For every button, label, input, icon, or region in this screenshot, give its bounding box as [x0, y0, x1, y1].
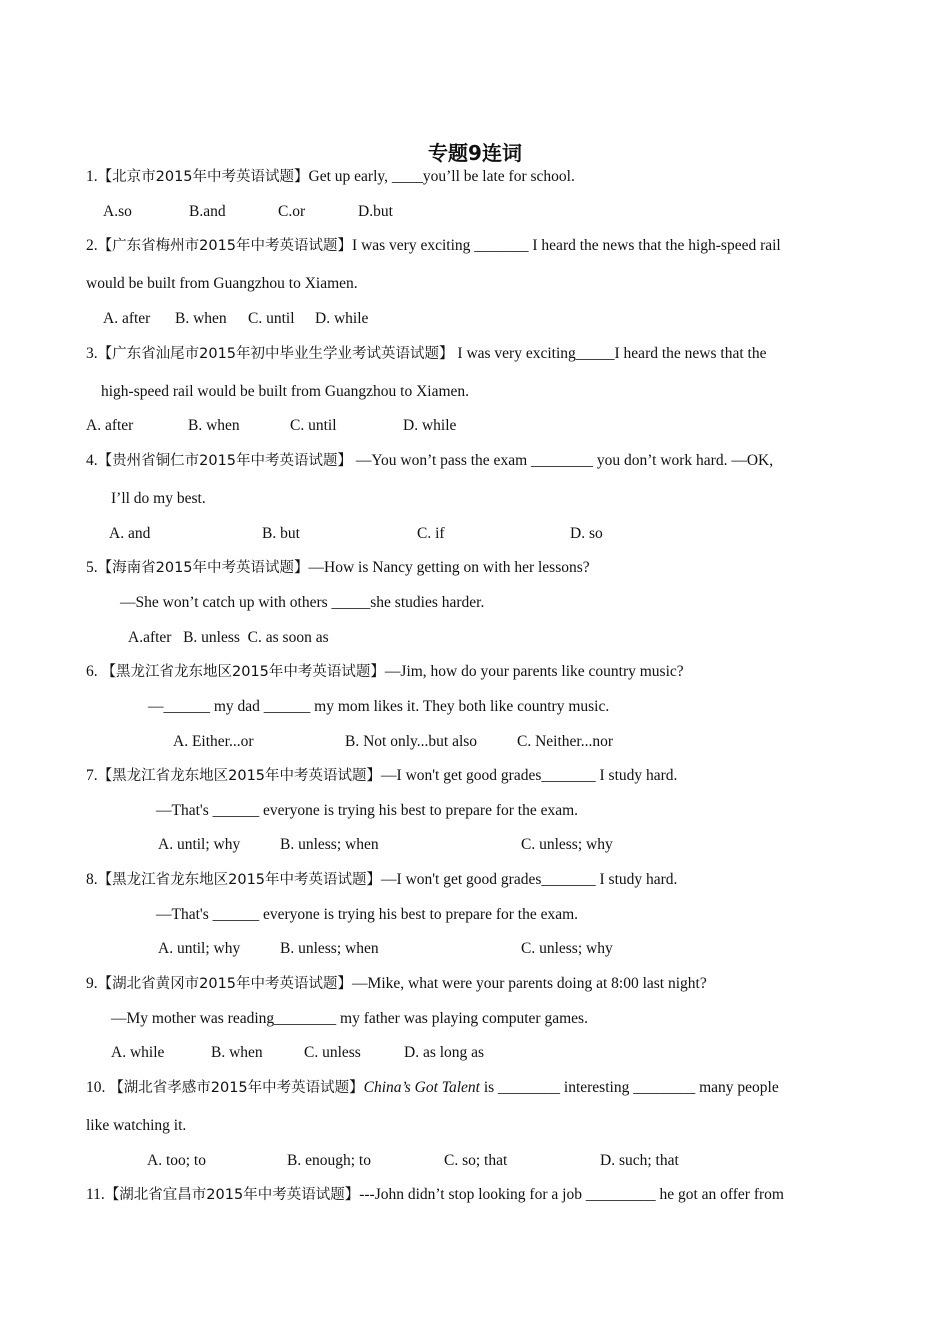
- option-b: B. unless; when: [280, 836, 379, 853]
- question-number: 2.: [86, 237, 98, 254]
- option-c: C. if: [417, 525, 445, 542]
- question-9: [86, 974, 707, 994]
- option-a: A. and: [109, 525, 151, 542]
- question-text: —I won't get good grades_______ I study hard.: [381, 767, 678, 784]
- question-10-continued: like watching it.: [86, 1117, 187, 1134]
- option-a: A. after: [86, 417, 134, 434]
- question-8-continued: —That's ______ everyone is trying his best to prepare for the exam.: [156, 906, 579, 923]
- question-7-continued: —That's ______ everyone is trying his best to prepare for the exam.: [156, 802, 579, 819]
- question-3: [86, 344, 766, 364]
- question-5: [86, 558, 590, 578]
- question-text: —Jim, how do your parents like country music?: [384, 663, 684, 680]
- question-source: 【黑龙江省龙东地区2015年中考英语试题】: [97, 768, 382, 784]
- question-10: [86, 1078, 779, 1098]
- question-text: —You won’t pass the exam ________ you don’t work hard. —OK,: [352, 452, 774, 469]
- question-number: 11.: [86, 1186, 105, 1203]
- question-7: [86, 766, 677, 786]
- option-a: A. Either...or: [173, 733, 254, 750]
- question-5-continued: —She won’t catch up with others _____she studies harder.: [120, 594, 485, 611]
- question-11: [86, 1185, 784, 1205]
- question-2-continued: would be built from Guangzhou to Xiamen.: [86, 275, 358, 292]
- options-line: A.after B. unless C. as soon as: [128, 629, 329, 646]
- option-c: C. until: [290, 417, 337, 434]
- question-1: [86, 167, 575, 187]
- question-text: I was very exciting _______ I heard the news that the high-speed rail: [352, 237, 781, 254]
- option-d: D. while: [315, 310, 369, 327]
- question-6-continued: —______ my dad ______ my mom likes it. They both like country music.: [148, 698, 610, 715]
- option-a: A.so: [103, 203, 132, 220]
- option-c: C. Neither...nor: [517, 733, 613, 750]
- question-source: 【广东省汕尾市2015年初中毕业生学业考试英语试题】: [97, 346, 454, 362]
- question-text: ---John didn’t stop looking for a job _________ he got an offer from: [359, 1186, 784, 1203]
- question-8: [86, 870, 677, 890]
- question-text: —How is Nancy getting on with her lessons?: [308, 559, 590, 576]
- question-text: —Mike, what were your parents doing at 8:00 last night?: [352, 975, 707, 992]
- question-number: 8.: [86, 871, 98, 888]
- page-title: 专题9连词: [428, 141, 522, 165]
- option-c: C. until: [248, 310, 295, 327]
- option-c: C.or: [278, 203, 306, 220]
- question-9-continued: —My mother was reading________ my father was playing computer games.: [111, 1010, 588, 1027]
- option-c: C. so; that: [444, 1152, 508, 1169]
- question-6: [86, 662, 684, 682]
- question-number: 4.: [86, 452, 98, 469]
- question-source: 【湖北省孝感市2015年中考英语试题】: [109, 1080, 364, 1096]
- option-a: A. too; to: [147, 1152, 206, 1169]
- question-source: 【海南省2015年中考英语试题】: [97, 560, 309, 576]
- option-a: A. while: [111, 1044, 165, 1061]
- option-d: D. such; that: [600, 1152, 679, 1169]
- question-number: 7.: [86, 767, 98, 784]
- question-source: 【湖北省宜昌市2015年中考英语试题】: [104, 1187, 360, 1203]
- question-text: I was very exciting_____I heard the news that the: [453, 345, 767, 362]
- question-2: [86, 236, 781, 256]
- option-b: B. when: [188, 417, 240, 434]
- question-number: 1.: [86, 168, 98, 185]
- question-source: 【黑龙江省龙东地区2015年中考英语试题】: [101, 664, 385, 680]
- option-b: B.and: [189, 203, 226, 220]
- option-c: C. unless: [304, 1044, 361, 1061]
- question-number: 3.: [86, 345, 98, 362]
- question-number: 9.: [86, 975, 98, 992]
- option-b: B. enough; to: [287, 1152, 371, 1169]
- question-source: 【北京市2015年中考英语试题】: [97, 169, 309, 185]
- question-number: 5.: [86, 559, 98, 576]
- question-source: 【广东省梅州市2015年中考英语试题】: [97, 238, 353, 254]
- option-d: D. so: [570, 525, 603, 542]
- question-source: 【黑龙江省龙东地区2015年中考英语试题】: [97, 872, 382, 888]
- question-source: 【湖北省黄冈市2015年中考英语试题】: [97, 976, 353, 992]
- question-source: 【贵州省铜仁市2015年中考英语试题】: [97, 453, 353, 469]
- question-4: [86, 451, 773, 471]
- option-b: B. when: [175, 310, 227, 327]
- option-a: A. until; why: [158, 940, 241, 957]
- option-d: D.but: [358, 203, 393, 220]
- option-b: B. Not only...but also: [345, 733, 478, 750]
- option-b: B. but: [262, 525, 300, 542]
- question-number: 10.: [86, 1079, 106, 1096]
- option-b: B. when: [211, 1044, 263, 1061]
- option-c: C. unless; why: [521, 940, 613, 957]
- question-3-continued: high-speed rail would be built from Guangzhou to Xiamen.: [101, 383, 470, 400]
- option-b: B. unless; when: [280, 940, 379, 957]
- question-4-continued: I’ll do my best.: [111, 490, 206, 507]
- option-a: A. until; why: [158, 836, 241, 853]
- question-text: is ________ interesting ________ many people: [479, 1079, 779, 1096]
- option-d: D. while: [403, 417, 457, 434]
- option-a: A. after: [103, 310, 151, 327]
- question-text: —I won't get good grades_______ I study hard.: [381, 871, 678, 888]
- question-number: 6.: [86, 663, 98, 680]
- option-d: D. as long as: [404, 1044, 485, 1061]
- question-text: Get up early, ____you’ll be late for school.: [308, 168, 575, 185]
- show-title: China’s Got Talent: [363, 1079, 480, 1096]
- option-c: C. unless; why: [521, 836, 613, 853]
